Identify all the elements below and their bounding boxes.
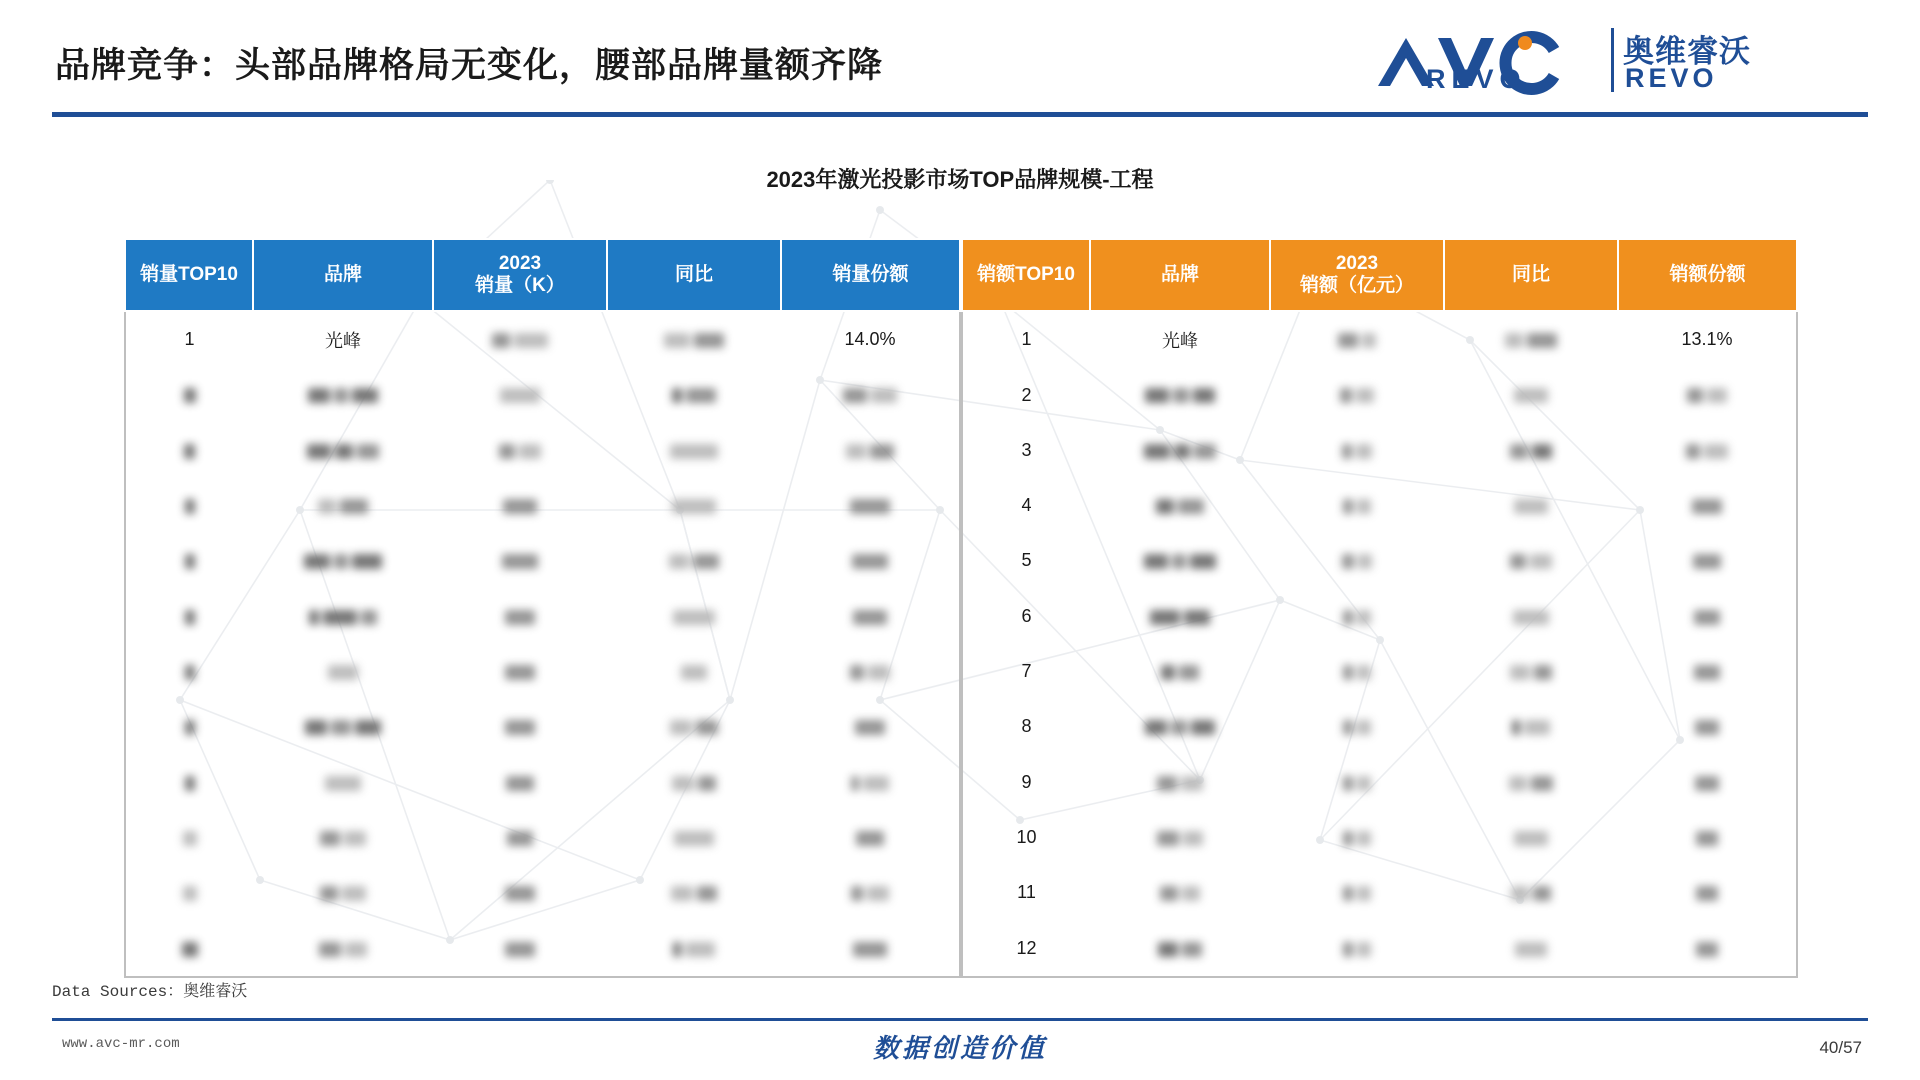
table-row bbox=[962, 865, 1797, 920]
table-row bbox=[962, 644, 1797, 699]
cell-brand-censored bbox=[1090, 699, 1270, 754]
table-header-row bbox=[125, 239, 960, 311]
cell-rank: 12 bbox=[1016, 937, 1037, 958]
cell-yoy-censored bbox=[1444, 810, 1618, 865]
col-header-volume-share: 销量份额 bbox=[781, 239, 960, 311]
logo-revo-outline: REVO bbox=[1625, 63, 1718, 93]
table-row bbox=[962, 921, 1797, 977]
cell-yoy-censored bbox=[607, 311, 781, 367]
table-row bbox=[125, 478, 960, 533]
cell-value-censored bbox=[1270, 423, 1444, 478]
table-row bbox=[962, 810, 1797, 865]
cell-value-censored bbox=[433, 478, 607, 533]
cell-rank: 1 bbox=[1021, 329, 1032, 350]
cell-value-censored bbox=[433, 589, 607, 644]
cell-yoy-censored bbox=[1444, 533, 1618, 588]
logo-chinese-name: 奥维睿沃 bbox=[1623, 34, 1751, 69]
cell-yoy-censored bbox=[607, 810, 781, 865]
data-source-note: Data Sources：奥维睿沃 bbox=[52, 983, 248, 1001]
cell-value-censored bbox=[433, 423, 607, 478]
cell-share-censored bbox=[781, 367, 960, 422]
col-header-volume-brand: 品牌 bbox=[253, 239, 433, 311]
cell-share-censored bbox=[781, 810, 960, 865]
cell-yoy-censored bbox=[1444, 644, 1618, 699]
cell-value-censored bbox=[433, 755, 607, 810]
cell-share-censored bbox=[781, 755, 960, 810]
col-header-volume-value: 2023 销量（K） bbox=[433, 239, 607, 311]
table-row bbox=[962, 533, 1797, 588]
cell-brand: 光峰 bbox=[325, 330, 361, 351]
cell-value-censored bbox=[1270, 644, 1444, 699]
col-header-amount-rank: 销额TOP10 bbox=[962, 239, 1090, 311]
cell-yoy-censored bbox=[1444, 755, 1618, 810]
table-row bbox=[125, 699, 960, 754]
logo-divider bbox=[1611, 28, 1614, 92]
cell-value-censored bbox=[1270, 755, 1444, 810]
cell-brand-censored bbox=[253, 699, 433, 754]
cell-brand-censored bbox=[253, 478, 433, 533]
table-row bbox=[125, 533, 960, 588]
cell-share-censored bbox=[781, 478, 960, 533]
cell-rank: 4 bbox=[1021, 495, 1032, 516]
cell-value-censored bbox=[433, 921, 607, 977]
cell-share-censored bbox=[1618, 921, 1797, 977]
footer-divider bbox=[52, 1018, 1868, 1021]
cell-yoy-censored bbox=[607, 921, 781, 977]
cell-yoy-censored bbox=[607, 699, 781, 754]
table-row bbox=[125, 311, 960, 367]
cell-yoy-censored bbox=[607, 367, 781, 422]
table-title: 2023年激光投影市场TOP品牌规模-工程 bbox=[766, 167, 1154, 192]
cell-rank-censored bbox=[125, 865, 253, 920]
col-header-amount-brand: 品牌 bbox=[1090, 239, 1270, 311]
cell-share-censored bbox=[1618, 699, 1797, 754]
cell-brand-censored bbox=[253, 921, 433, 977]
cell-value-censored bbox=[433, 533, 607, 588]
sales-amount-table bbox=[961, 238, 1798, 978]
cell-yoy-censored bbox=[607, 533, 781, 588]
cell-brand-censored bbox=[1090, 423, 1270, 478]
cell-value-censored bbox=[1270, 367, 1444, 422]
table-row bbox=[125, 865, 960, 920]
cell-share-censored bbox=[1618, 589, 1797, 644]
cell-yoy-censored bbox=[1444, 478, 1618, 533]
col-header-amount-share: 销额份额 bbox=[1618, 239, 1797, 311]
cell-share-censored bbox=[1618, 533, 1797, 588]
cell-rank: 7 bbox=[1021, 661, 1032, 682]
cell-yoy-censored bbox=[1444, 423, 1618, 478]
cell-rank-censored bbox=[125, 699, 253, 754]
col-header-volume-rank: 销量TOP10 bbox=[125, 239, 253, 311]
cell-rank-censored bbox=[125, 644, 253, 699]
cell-brand-censored bbox=[253, 367, 433, 422]
cell-share-censored bbox=[781, 644, 960, 699]
cell-share-censored bbox=[1618, 423, 1797, 478]
cell-value-censored bbox=[1270, 311, 1444, 367]
table-row bbox=[125, 644, 960, 699]
cell-rank: 8 bbox=[1021, 716, 1032, 737]
cell-value-censored bbox=[433, 810, 607, 865]
cell-value-censored bbox=[1270, 810, 1444, 865]
sales-amount-table-body bbox=[962, 311, 1797, 977]
cell-brand-censored bbox=[253, 865, 433, 920]
cell-value-censored bbox=[433, 865, 607, 920]
logo-chinese bbox=[1623, 26, 1863, 96]
cell-value-censored bbox=[433, 367, 607, 422]
cell-yoy-censored bbox=[1444, 699, 1618, 754]
cell-brand: 光峰 bbox=[1162, 330, 1198, 351]
table-row bbox=[125, 423, 960, 478]
cell-brand-censored bbox=[1090, 367, 1270, 422]
col-header-volume-yoy: 同比 bbox=[607, 239, 781, 311]
cell-share-censored bbox=[781, 699, 960, 754]
cell-brand-censored bbox=[1090, 865, 1270, 920]
top-brands-tables bbox=[124, 238, 1794, 978]
cell-rank: 1 bbox=[184, 329, 195, 350]
cell-yoy-censored bbox=[1444, 311, 1618, 367]
cell-value-censored bbox=[1270, 478, 1444, 533]
cell-rank: 9 bbox=[1021, 771, 1032, 792]
cell-share-censored bbox=[781, 423, 960, 478]
table-row bbox=[962, 367, 1797, 422]
cell-rank: 2 bbox=[1021, 384, 1032, 405]
cell-rank-censored bbox=[125, 755, 253, 810]
table-header-row bbox=[962, 239, 1797, 311]
cell-value-censored bbox=[433, 644, 607, 699]
cell-brand-censored bbox=[253, 810, 433, 865]
table-row bbox=[125, 921, 960, 977]
cell-rank-censored bbox=[125, 921, 253, 977]
cell-yoy-censored bbox=[607, 755, 781, 810]
cell-share-censored bbox=[1618, 755, 1797, 810]
cell-yoy-censored bbox=[1444, 589, 1618, 644]
cell-brand-censored bbox=[1090, 533, 1270, 588]
footer-website[interactable]: www.avc-mr.com bbox=[62, 1036, 180, 1052]
table-row bbox=[125, 367, 960, 422]
cell-value-censored bbox=[1270, 533, 1444, 588]
sales-amount-table-header bbox=[962, 239, 1797, 311]
col-header-amount-value: 2023 销额（亿元） bbox=[1270, 239, 1444, 311]
table-row bbox=[125, 810, 960, 865]
table-row bbox=[125, 755, 960, 810]
cell-yoy-censored bbox=[607, 644, 781, 699]
cell-brand-censored bbox=[253, 755, 433, 810]
cell-brand-censored bbox=[1090, 810, 1270, 865]
slide-header bbox=[0, 0, 1920, 120]
cell-brand-censored bbox=[1090, 644, 1270, 699]
cell-share-censored bbox=[781, 921, 960, 977]
cell-share-censored bbox=[781, 533, 960, 588]
revo-wordmark-text: REVO bbox=[1426, 64, 1527, 94]
cell-yoy-censored bbox=[607, 423, 781, 478]
cell-share: 13.1% bbox=[1681, 329, 1733, 350]
table-row bbox=[962, 755, 1797, 810]
cell-brand-censored bbox=[253, 589, 433, 644]
cell-brand-censored bbox=[1090, 755, 1270, 810]
cell-value-censored bbox=[1270, 699, 1444, 754]
cell-rank-censored bbox=[125, 478, 253, 533]
cell-yoy-censored bbox=[607, 589, 781, 644]
footer-slogan: 数据创造价值 bbox=[872, 1033, 1047, 1063]
cell-share: 14.0% bbox=[844, 329, 896, 350]
logo-dot-icon bbox=[1518, 36, 1532, 50]
table-row bbox=[125, 589, 960, 644]
cell-value-censored bbox=[1270, 921, 1444, 977]
cell-yoy-censored bbox=[607, 865, 781, 920]
sales-volume-table-body bbox=[125, 311, 960, 977]
cell-brand-censored bbox=[253, 423, 433, 478]
cell-rank: 6 bbox=[1021, 605, 1032, 626]
cell-share-censored bbox=[1618, 644, 1797, 699]
cell-value-censored bbox=[433, 699, 607, 754]
table-row bbox=[962, 311, 1797, 367]
avc-revo-logo bbox=[1368, 22, 1868, 100]
col-header-amount-yoy: 同比 bbox=[1444, 239, 1618, 311]
table-row bbox=[962, 589, 1797, 644]
cell-rank-censored bbox=[125, 423, 253, 478]
table-row bbox=[962, 478, 1797, 533]
cell-rank: 11 bbox=[1017, 882, 1036, 903]
cell-share-censored bbox=[1618, 810, 1797, 865]
cell-brand-censored bbox=[253, 644, 433, 699]
cell-share-censored bbox=[1618, 478, 1797, 533]
cell-brand-censored bbox=[1090, 589, 1270, 644]
table-row bbox=[962, 423, 1797, 478]
sales-volume-table-header bbox=[125, 239, 960, 311]
cell-share-censored bbox=[781, 865, 960, 920]
cell-share-censored bbox=[781, 589, 960, 644]
cell-rank-censored bbox=[125, 589, 253, 644]
header-divider bbox=[52, 112, 1868, 117]
cell-rank-censored bbox=[125, 533, 253, 588]
cell-rank: 3 bbox=[1021, 439, 1032, 460]
cell-yoy-censored bbox=[1444, 921, 1618, 977]
page-number: 40/57 bbox=[1819, 1038, 1862, 1057]
cell-brand-censored bbox=[1090, 921, 1270, 977]
cell-value-censored bbox=[1270, 865, 1444, 920]
cell-brand-censored bbox=[1090, 478, 1270, 533]
cell-yoy-censored bbox=[607, 478, 781, 533]
page-title: 品牌竞争：头部品牌格局无变化，腰部品牌量额齐降 bbox=[55, 46, 884, 85]
cell-rank: 5 bbox=[1021, 550, 1032, 571]
avc-wordmark bbox=[1368, 28, 1608, 94]
sales-volume-table bbox=[124, 238, 961, 978]
cell-yoy-censored bbox=[1444, 865, 1618, 920]
cell-value-censored bbox=[1270, 589, 1444, 644]
cell-share-censored bbox=[1618, 367, 1797, 422]
cell-brand-censored bbox=[253, 533, 433, 588]
cell-share-censored bbox=[1618, 865, 1797, 920]
cell-yoy-censored bbox=[1444, 367, 1618, 422]
cell-value-censored bbox=[433, 311, 607, 367]
cell-rank-censored bbox=[125, 367, 253, 422]
table-row bbox=[962, 699, 1797, 754]
cell-rank: 10 bbox=[1016, 827, 1037, 848]
cell-rank-censored bbox=[125, 810, 253, 865]
